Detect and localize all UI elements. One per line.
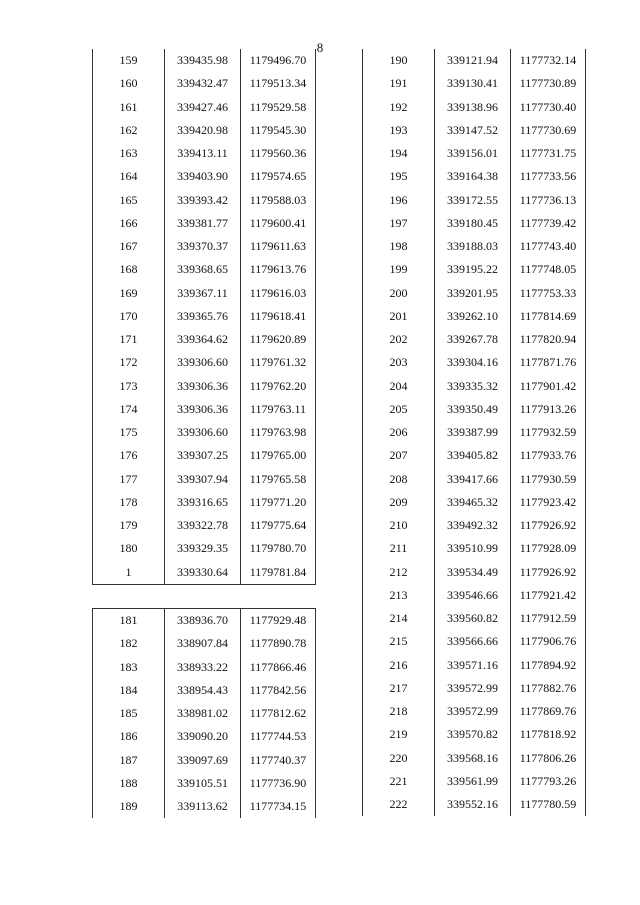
x-coordinate-cell: 339427.46 [165,96,241,119]
table-row [363,421,586,444]
point-number-cell: 189 [93,795,165,818]
y-coordinate-cell: 1177894.92 [511,654,586,677]
table-row [363,305,586,328]
point-number-cell: 190 [363,49,435,72]
y-coordinate-cell: 1177780.59 [511,793,586,816]
table-row [93,632,316,655]
point-number-cell: 208 [363,468,435,491]
x-coordinate-cell: 339130.41 [435,72,511,95]
table-row [363,72,586,95]
x-coordinate-cell: 339393.42 [165,189,241,212]
y-coordinate-cell: 1177731.75 [511,142,586,165]
table-row [363,747,586,770]
point-number-cell: 213 [363,584,435,607]
y-coordinate-cell: 1179780.70 [241,537,316,560]
point-number-cell: 176 [93,444,165,467]
table-row [93,328,316,351]
point-number-cell: 181 [93,609,165,633]
table-row [363,793,586,816]
x-coordinate-cell: 339304.16 [435,351,511,374]
x-coordinate-cell: 339121.94 [435,49,511,72]
y-coordinate-cell: 1177930.59 [511,468,586,491]
y-coordinate-cell: 1179618.41 [241,305,316,328]
y-coordinate-cell: 1177812.62 [241,702,316,725]
point-number-cell: 170 [93,305,165,328]
point-number-cell: 165 [93,189,165,212]
point-number-cell: 215 [363,630,435,653]
y-coordinate-cell: 1179545.30 [241,119,316,142]
point-number-cell: 199 [363,258,435,281]
table-row [93,375,316,398]
point-number-cell: 177 [93,468,165,491]
coordinate-table-left-lower [92,608,316,818]
x-coordinate-cell: 339172.55 [435,189,511,212]
x-coordinate-cell: 339330.64 [165,561,241,585]
point-number-cell: 160 [93,72,165,95]
table-row [363,235,586,258]
x-coordinate-cell: 339387.99 [435,421,511,444]
x-coordinate-cell: 339307.94 [165,468,241,491]
y-coordinate-cell: 1179762.20 [241,375,316,398]
table-row [93,421,316,444]
point-number-cell: 167 [93,235,165,258]
y-coordinate-cell: 1177748.05 [511,258,586,281]
y-coordinate-cell: 1179763.11 [241,398,316,421]
x-coordinate-cell: 338907.84 [165,632,241,655]
table-row [93,398,316,421]
point-number-cell: 214 [363,607,435,630]
point-number-cell: 206 [363,421,435,444]
point-number-cell: 169 [93,282,165,305]
point-number-cell: 173 [93,375,165,398]
x-coordinate-cell: 339546.66 [435,584,511,607]
y-coordinate-cell: 1177736.13 [511,189,586,212]
y-coordinate-cell: 1177730.89 [511,72,586,95]
table-row [93,772,316,795]
table-row [93,749,316,772]
y-coordinate-cell: 1179781.84 [241,561,316,585]
x-coordinate-cell: 339329.35 [165,537,241,560]
point-number-cell: 174 [93,398,165,421]
x-coordinate-cell: 339306.60 [165,421,241,444]
x-coordinate-cell: 339267.78 [435,328,511,351]
y-coordinate-cell: 1177921.42 [511,584,586,607]
x-coordinate-cell: 339561.99 [435,770,511,793]
table-row [93,514,316,537]
y-coordinate-cell: 1177906.76 [511,630,586,653]
page-number: 8 [316,40,324,55]
point-number-cell: 195 [363,165,435,188]
y-coordinate-cell: 1177739.42 [511,212,586,235]
table-row [363,561,586,584]
table-row [93,258,316,281]
table-row [93,444,316,467]
point-number-cell: 186 [93,725,165,748]
table-row [93,189,316,212]
point-number-cell: 219 [363,723,435,746]
point-number-cell: 217 [363,677,435,700]
point-number-cell: 221 [363,770,435,793]
y-coordinate-cell: 1177882.76 [511,677,586,700]
x-coordinate-cell: 339552.16 [435,793,511,816]
table-row [363,770,586,793]
x-coordinate-cell: 339367.11 [165,282,241,305]
y-coordinate-cell: 1179616.03 [241,282,316,305]
point-number-cell: 161 [93,96,165,119]
y-coordinate-cell: 1177913.26 [511,398,586,421]
x-coordinate-cell: 339566.66 [435,630,511,653]
x-coordinate-cell: 339097.69 [165,749,241,772]
y-coordinate-cell: 1179620.89 [241,328,316,351]
x-coordinate-cell: 339492.32 [435,514,511,537]
y-coordinate-cell: 1177730.40 [511,96,586,119]
point-number-cell: 204 [363,375,435,398]
y-coordinate-cell: 1177814.69 [511,305,586,328]
point-number-cell: 163 [93,142,165,165]
table-row [93,212,316,235]
table-row [363,328,586,351]
table-row [363,282,586,305]
y-coordinate-cell: 1177753.33 [511,282,586,305]
x-coordinate-cell: 339316.65 [165,491,241,514]
point-number-cell: 212 [363,561,435,584]
table-row [93,561,316,585]
y-coordinate-cell: 1179600.41 [241,212,316,235]
x-coordinate-cell: 339188.03 [435,235,511,258]
point-number-cell: 201 [363,305,435,328]
table-row [93,491,316,514]
point-number-cell: 192 [363,96,435,119]
table-row [93,305,316,328]
table-row [93,537,316,560]
point-number-cell: 175 [93,421,165,444]
x-coordinate-cell: 339335.32 [435,375,511,398]
x-coordinate-cell: 339365.76 [165,305,241,328]
x-coordinate-cell: 339262.10 [435,305,511,328]
point-number-cell: 183 [93,656,165,679]
x-coordinate-cell: 338936.70 [165,609,241,633]
table-row [363,258,586,281]
table-row [93,96,316,119]
x-coordinate-cell: 338954.43 [165,679,241,702]
point-number-cell: 178 [93,491,165,514]
point-number-cell: 162 [93,119,165,142]
table-row [93,656,316,679]
x-coordinate-cell: 339306.36 [165,398,241,421]
y-coordinate-cell: 1179775.64 [241,514,316,537]
table-row [363,119,586,142]
point-number-cell: 203 [363,351,435,374]
y-coordinate-cell: 1179765.58 [241,468,316,491]
table-row [363,142,586,165]
x-coordinate-cell: 339164.38 [435,165,511,188]
point-number-cell: 188 [93,772,165,795]
table-row [93,609,316,633]
x-coordinate-cell: 339156.01 [435,142,511,165]
y-coordinate-cell: 1177912.59 [511,607,586,630]
y-coordinate-cell: 1179613.76 [241,258,316,281]
table-row [363,398,586,421]
table-row [363,514,586,537]
x-coordinate-cell: 339432.47 [165,72,241,95]
y-coordinate-cell: 1177744.53 [241,725,316,748]
table-row [363,654,586,677]
x-coordinate-cell: 339560.82 [435,607,511,630]
point-number-cell: 180 [93,537,165,560]
point-number-cell: 216 [363,654,435,677]
table-row [93,142,316,165]
x-coordinate-cell: 339364.62 [165,328,241,351]
y-coordinate-cell: 1177929.48 [241,609,316,633]
x-coordinate-cell: 339570.82 [435,723,511,746]
point-number-cell: 191 [363,72,435,95]
x-coordinate-cell: 339113.62 [165,795,241,818]
table-row [363,212,586,235]
point-number-cell: 209 [363,491,435,514]
x-coordinate-cell: 339138.96 [435,96,511,119]
table-row [93,351,316,374]
table-row [93,702,316,725]
x-coordinate-cell: 339420.98 [165,119,241,142]
y-coordinate-cell: 1177923.42 [511,491,586,514]
y-coordinate-cell: 1177901.42 [511,375,586,398]
y-coordinate-cell: 1177730.69 [511,119,586,142]
y-coordinate-cell: 1177926.92 [511,514,586,537]
point-number-cell: 193 [363,119,435,142]
table-row [93,795,316,818]
table-row [363,49,586,72]
y-coordinate-cell: 1177866.46 [241,656,316,679]
table-row [363,375,586,398]
x-coordinate-cell: 339350.49 [435,398,511,421]
table-row [363,537,586,560]
table-row [363,468,586,491]
x-coordinate-cell: 339368.65 [165,258,241,281]
x-coordinate-cell: 339572.99 [435,677,511,700]
coordinate-table-right [362,49,586,816]
y-coordinate-cell: 1179771.20 [241,491,316,514]
y-coordinate-cell: 1179560.36 [241,142,316,165]
y-coordinate-cell: 1179529.58 [241,96,316,119]
y-coordinate-cell: 1177793.26 [511,770,586,793]
table-row [363,607,586,630]
x-coordinate-cell: 339195.22 [435,258,511,281]
x-coordinate-cell: 339322.78 [165,514,241,537]
point-number-cell: 187 [93,749,165,772]
point-number-cell: 218 [363,700,435,723]
x-coordinate-cell: 339435.98 [165,49,241,72]
table-row [93,165,316,188]
y-coordinate-cell: 1177743.40 [511,235,586,258]
table-row [363,677,586,700]
table-row [363,165,586,188]
point-number-cell: 166 [93,212,165,235]
x-coordinate-cell: 339568.16 [435,747,511,770]
x-coordinate-cell: 339105.51 [165,772,241,795]
y-coordinate-cell: 1177890.78 [241,632,316,655]
x-coordinate-cell: 338933.22 [165,656,241,679]
table-row [93,72,316,95]
x-coordinate-cell: 339306.60 [165,351,241,374]
point-number-cell: 1 [93,561,165,585]
table-row [363,491,586,514]
y-coordinate-cell: 1177732.14 [511,49,586,72]
x-coordinate-cell: 338981.02 [165,702,241,725]
x-coordinate-cell: 339417.66 [435,468,511,491]
table-row [363,444,586,467]
point-number-cell: 210 [363,514,435,537]
point-number-cell: 196 [363,189,435,212]
point-number-cell: 168 [93,258,165,281]
x-coordinate-cell: 339403.90 [165,165,241,188]
table-row [363,630,586,653]
x-coordinate-cell: 339465.32 [435,491,511,514]
y-coordinate-cell: 1177932.59 [511,421,586,444]
point-number-cell: 200 [363,282,435,305]
table-row [363,584,586,607]
y-coordinate-cell: 1177871.76 [511,351,586,374]
table-row [93,282,316,305]
y-coordinate-cell: 1177818.92 [511,723,586,746]
table-row [93,725,316,748]
y-coordinate-cell: 1177736.90 [241,772,316,795]
table-row [93,679,316,702]
point-number-cell: 164 [93,165,165,188]
table-row [363,723,586,746]
y-coordinate-cell: 1177733.56 [511,165,586,188]
point-number-cell: 205 [363,398,435,421]
x-coordinate-cell: 339534.49 [435,561,511,584]
y-coordinate-cell: 1177740.37 [241,749,316,772]
table-row [363,700,586,723]
point-number-cell: 207 [363,444,435,467]
x-coordinate-cell: 339381.77 [165,212,241,235]
point-number-cell: 185 [93,702,165,725]
x-coordinate-cell: 339370.37 [165,235,241,258]
y-coordinate-cell: 1177926.92 [511,561,586,584]
table-row [93,49,316,72]
point-number-cell: 198 [363,235,435,258]
point-number-cell: 222 [363,793,435,816]
table-row [363,96,586,119]
y-coordinate-cell: 1177820.94 [511,328,586,351]
point-number-cell: 172 [93,351,165,374]
point-number-cell: 197 [363,212,435,235]
point-number-cell: 220 [363,747,435,770]
point-number-cell: 184 [93,679,165,702]
y-coordinate-cell: 1179588.03 [241,189,316,212]
x-coordinate-cell: 339413.11 [165,142,241,165]
point-number-cell: 194 [363,142,435,165]
x-coordinate-cell: 339510.99 [435,537,511,560]
y-coordinate-cell: 1179763.98 [241,421,316,444]
table-row [363,189,586,212]
table-row [93,119,316,142]
y-coordinate-cell: 1177869.76 [511,700,586,723]
y-coordinate-cell: 1177933.76 [511,444,586,467]
x-coordinate-cell: 339307.25 [165,444,241,467]
y-coordinate-cell: 1177928.09 [511,537,586,560]
coordinate-table-left-upper [92,49,316,585]
x-coordinate-cell: 339572.99 [435,700,511,723]
y-coordinate-cell: 1179513.34 [241,72,316,95]
y-coordinate-cell: 1179574.65 [241,165,316,188]
x-coordinate-cell: 339147.52 [435,119,511,142]
x-coordinate-cell: 339405.82 [435,444,511,467]
point-number-cell: 171 [93,328,165,351]
y-coordinate-cell: 1179611.63 [241,235,316,258]
x-coordinate-cell: 339201.95 [435,282,511,305]
x-coordinate-cell: 339090.20 [165,725,241,748]
y-coordinate-cell: 1177842.56 [241,679,316,702]
point-number-cell: 211 [363,537,435,560]
x-coordinate-cell: 339306.36 [165,375,241,398]
table-row [363,351,586,374]
y-coordinate-cell: 1179761.32 [241,351,316,374]
y-coordinate-cell: 1177806.26 [511,747,586,770]
y-coordinate-cell: 1179765.00 [241,444,316,467]
point-number-cell: 202 [363,328,435,351]
point-number-cell: 159 [93,49,165,72]
y-coordinate-cell: 1177734.15 [241,795,316,818]
x-coordinate-cell: 339180.45 [435,212,511,235]
x-coordinate-cell: 339571.16 [435,654,511,677]
table-row [93,235,316,258]
point-number-cell: 179 [93,514,165,537]
y-coordinate-cell: 1179496.70 [241,49,316,72]
table-row [93,468,316,491]
point-number-cell: 182 [93,632,165,655]
